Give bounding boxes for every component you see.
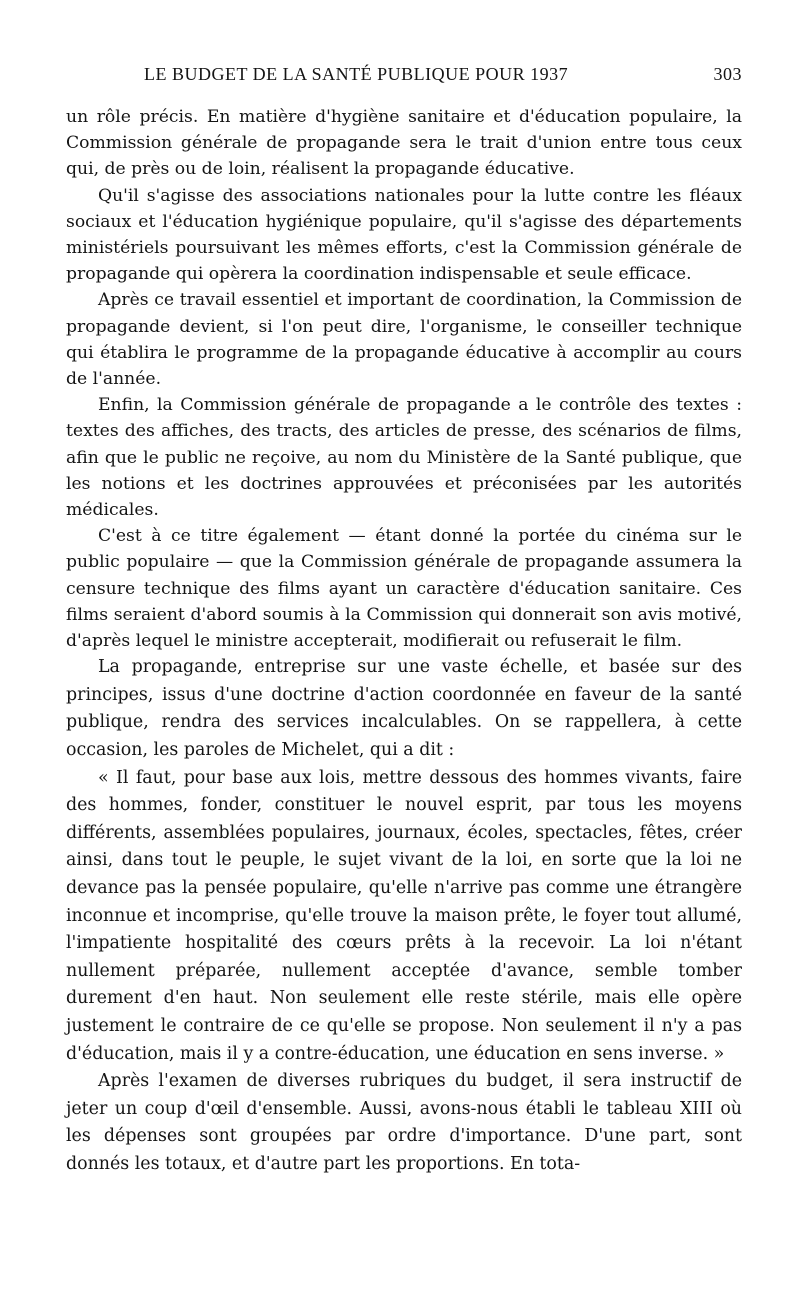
paragraph-associations: Qu'il s'agisse des associations nationales pour la lutte contre les fléaux sociaux et l'éducation hygiénique populaire, qu'il s'agisse des départements ministériels poursuivant les mêmes efforts, c'est la Commission générale de propagande qui opèrera la coordination indispensable et seule efficace. bbox=[66, 185, 742, 285]
paragraph-continuation: un rôle précis. En matière d'hygiène sanitaire et d'éducation populaire, la Commission générale de propagande sera le trait d'union entre tous ceux qui, de près ou de loin, réalisent la propagande éducative. bbox=[66, 107, 742, 180]
paragraph-propaganda: La propagande, entreprise sur une vaste échelle, et basée sur des principes, issus d'une doctrine d'action coordonnée en faveur de la santé publique, rendra des services incalculables. On se rappellera, à cette occasion, les paroles de Michelet, qui a dit : bbox=[66, 657, 742, 761]
body-text bbox=[66, 104, 742, 1179]
paragraph-budget-overview: Après l'examen de diverses rubriques du budget, il sera instructif de jeter un coup d'œil d'ensemble. Aussi, avons-nous établi le tableau XIII où les dépenses sont groupées par ordre d'importance. D'une part, sont donnés les totaux, et d'autre part les proportions. En tota- bbox=[66, 1071, 742, 1174]
paragraph-coordination: Après ce travail essentiel et important de coordination, la Commission de propagande devient, si l'on peut dire, l'organisme, le conseiller technique qui établira le programme de la propagande éducative à accomplir au cours de l'année. bbox=[66, 290, 742, 390]
paragraph-film-censorship: C'est à ce titre également — étant donné la portée du cinéma sur le public populaire — que la Commission générale de propagande assumera la censure technique des films ayant un caractère d'éducation sanitaire. Ces films seraient d'abord soumis à la Commission qui donnerait son avis motivé, d'après lequel le ministre accepterait, modifierait ou refuserait le film. bbox=[66, 526, 742, 652]
book-page bbox=[66, 62, 742, 1179]
page-number: 303 bbox=[713, 64, 742, 84]
running-header bbox=[66, 62, 742, 92]
paragraph-text-control: Enfin, la Commission générale de propagande a le contrôle des textes : textes des affiches, des tracts, des articles de presse, des scénarios de films, afin que le public ne reçoive, au nom du Ministère de la Santé publique, que les notions et les doctrines approuvées et préconisées par les autorités médicales. bbox=[66, 395, 742, 521]
paragraph-michelet-quote: « Il faut, pour base aux lois, mettre dessous des hommes vivants, faire des hommes, fonder, constituer le nouvel esprit, par tous les moyens différents, assemblées populaires, journaux, écoles, spectacles, fêtes, créer ainsi, dans tout le peuple, le sujet vivant de la loi, en sorte que la loi ne devance pas la pensée populaire, qu'elle n'arrive pas comme une étrangère inconnue et incomprise, qu'elle trouve la maison prête, le foyer tout allumé, l'impatiente hospitalité des cœurs prêts à la recevoir. La loi n'étant nullement préparée, nullement acceptée d'avance, semble tomber durement d'en haut. Non seulement elle reste stérile, mais elle opère justement le contraire de ce qu'elle se propose. Non seulement il n'y a pas d'éducation, mais il y a contre-éducation, une éducation en sens inverse. » bbox=[66, 767, 742, 1064]
running-title: LE BUDGET DE LA SANTÉ PUBLIQUE POUR 1937 bbox=[144, 64, 569, 84]
